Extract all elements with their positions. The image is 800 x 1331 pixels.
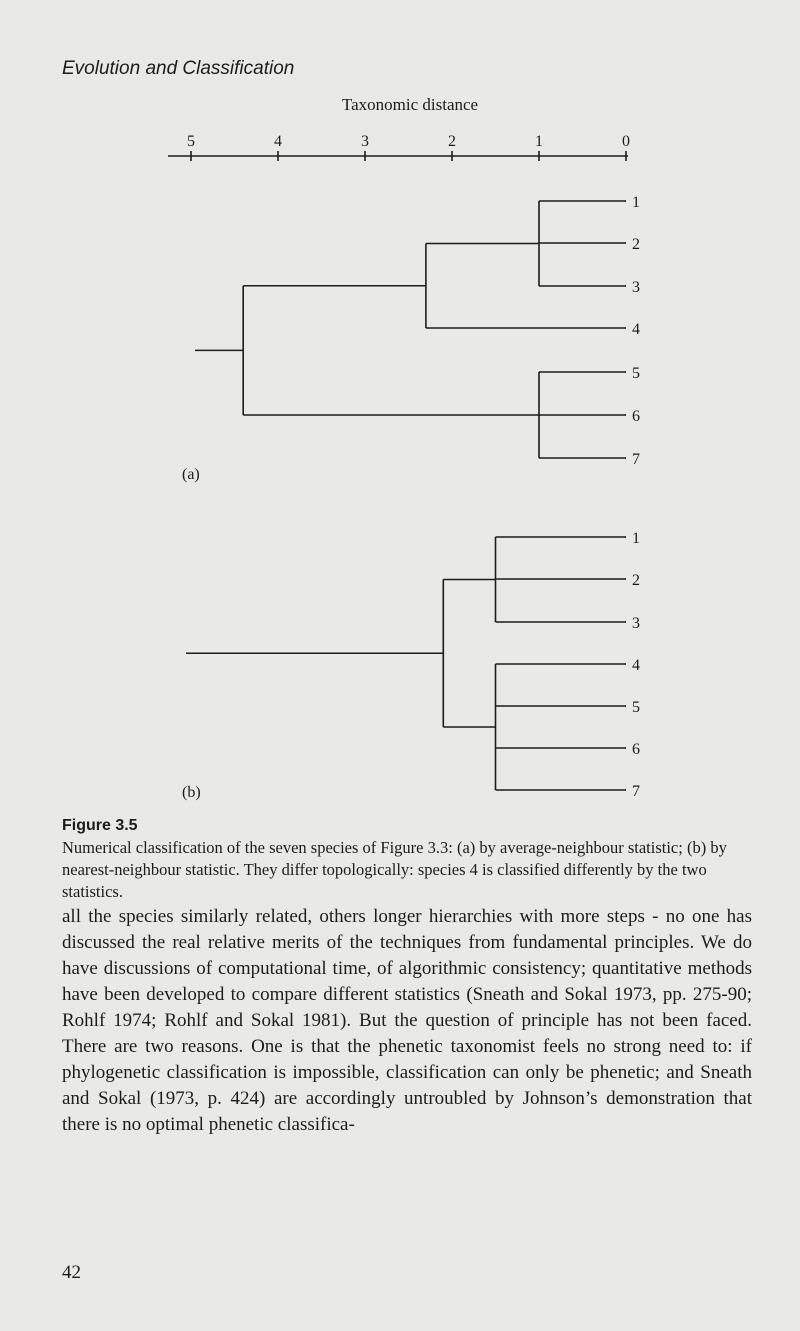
- dendrogram-b: [186, 530, 640, 800]
- running-title: Evolution and Classification: [62, 58, 295, 79]
- axis-tick-label-5: 5: [187, 133, 195, 150]
- tree-a-leaf-label-2: 2: [632, 236, 640, 253]
- figure-caption-text: Numerical classification of the seven species of Figure 3.3: (a) by average-neighbour statistic; (b) by nearest-neighbour statistic. They differ topologically: species 4 is classified differently by the two statistics.: [62, 838, 727, 901]
- tree-b-leaf-label-6: 6: [632, 741, 640, 758]
- tree-a-leaf-label-7: 7: [632, 451, 640, 468]
- axis-title: Taxonomic distance: [341, 95, 479, 114]
- axis-tick-label-3: 3: [361, 133, 369, 150]
- panel-a-label: (a): [182, 466, 200, 483]
- axis-tick-label-4: 4: [274, 133, 282, 150]
- tree-b-leaf-label-3: 3: [632, 615, 640, 632]
- tree-b-leaf-label-5: 5: [632, 699, 640, 716]
- tree-a-leaf-label-6: 6: [632, 408, 640, 425]
- panel-b-label: (b): [182, 784, 201, 801]
- tree-a-leaf-label-3: 3: [632, 279, 640, 296]
- page-number: 42: [62, 1262, 81, 1283]
- figure-number: Figure 3.5: [62, 817, 138, 834]
- tree-a-leaf-label-4: 4: [632, 321, 640, 338]
- tree-b-leaf-label-2: 2: [632, 572, 640, 589]
- tree-a-leaf-label-1: 1: [632, 194, 640, 211]
- tree-b-leaf-label-7: 7: [632, 783, 640, 800]
- body-paragraph: all the species similarly related, others longer hierarchies with more steps - no one has discussed the real relative merits of the techniques from fundamental principles. We do have discussions of computational time, of algorithmic consistency; quantitative methods have been developed to compare different statistics (Sneath and Sokal 1973, pp. 275-90; Rohlf 1974; Rohlf and Sokal 1981). But the question of principle has not been faced. There are two reasons. One is that the phenetic taxonomist feels no strong need to: if phylogenetic classification is impossible, classification can only be phenetic; and Sneath and Sokal (1973, p. 424) are accordingly untroubled by Johnson’s demonstration that there is no optimal phenetic classifica-: [62, 906, 752, 1135]
- axis-tick-label-1: 1: [535, 133, 543, 150]
- tree-b-leaf-label-1: 1: [632, 530, 640, 547]
- axis-tick-label-0: 0: [622, 133, 630, 150]
- tree-b-leaf-label-4: 4: [632, 657, 640, 674]
- axis-tick-label-2: 2: [448, 133, 456, 150]
- tree-a-leaf-label-5: 5: [632, 365, 640, 382]
- figure-caption: [62, 815, 752, 903]
- distance-axis: [168, 133, 630, 161]
- dendrogram-a: [195, 194, 640, 468]
